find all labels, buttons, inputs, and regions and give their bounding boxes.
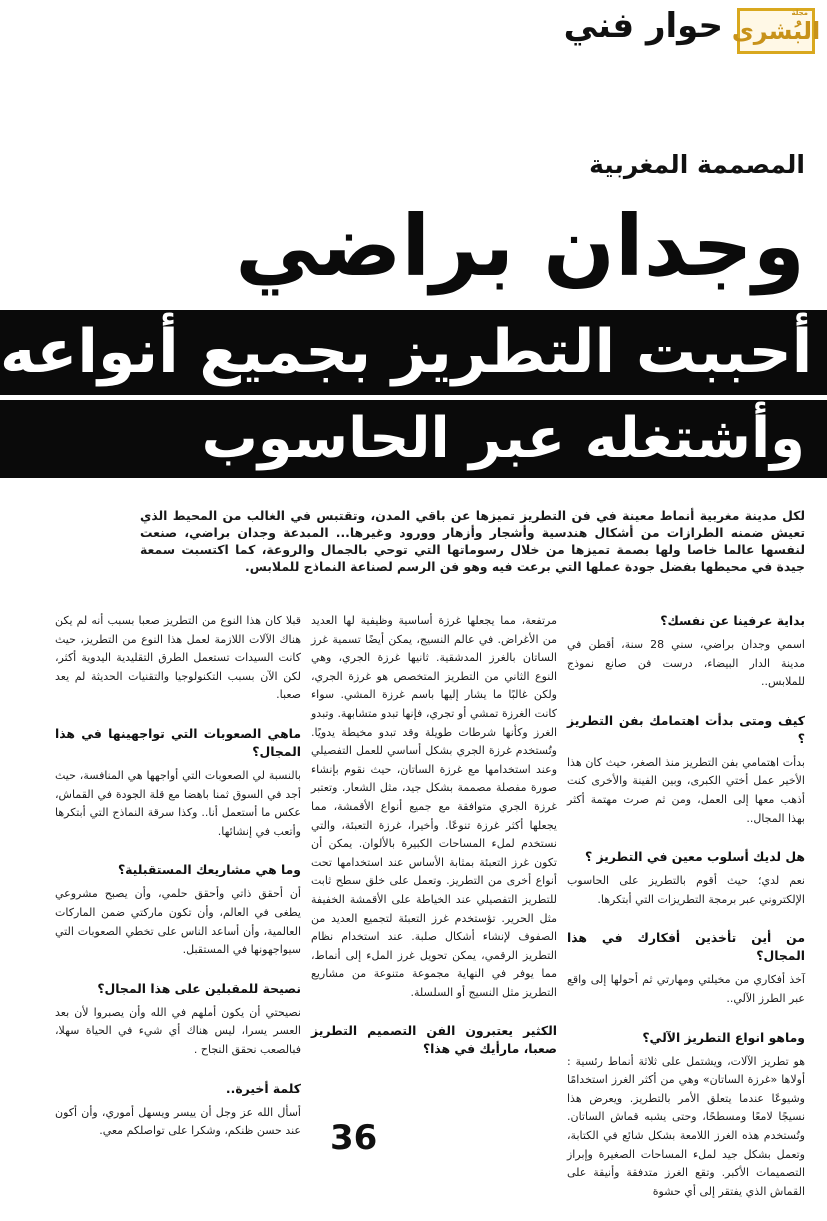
question-heading: وماهو انواع التطريز الآلي؟ xyxy=(642,1029,805,1045)
page-number: 36 xyxy=(330,1118,378,1158)
question-heading: نصيحة للمقبلين على هذا المجال؟ xyxy=(97,980,301,996)
headline-kicker: المصممة المغربية xyxy=(589,150,805,179)
answer-text: بدأت اهتمامي بفن التطريز منذ الصغر، حيث كان هذا الأخير عمل أختي الكبرى، وبين الفينة والأخرى كنت أذهب معها إلى العمل، ومن ثم صرت مهتمة أكثر بهذا المجال.. xyxy=(567,755,805,825)
headline-bar-1: أحببت التطريز بجميع أنواعه xyxy=(0,310,827,395)
logo-small-text: مجلة xyxy=(791,9,808,17)
headline-bar-2: وأشتغله عبر الحاسوب xyxy=(0,400,827,478)
column-right xyxy=(567,612,805,1221)
question-heading: هل لديك أسلوب معين في التطريز ؟ xyxy=(584,849,805,865)
answer-text: أسأل الله عز وجل أن ييسر ويسهل أموري، وأن أكون عند حسن ظنكم، وشكرا على تواصلكم معي. xyxy=(55,1105,301,1138)
answer-text: قبلا كان هذا النوع من التطريز صعبا بسبب أنه لم يكن هناك الآلات اللازمة لعمل هذا النوع من التطريز، حيث كانت السيدات تستعمل الطرق التقليدية اليدوية أكثر، لكن الآن بسبب التكنولوجيا والتقنيات الحديثة لم يعد صعبا. xyxy=(55,614,301,702)
logo-text: البُشرى xyxy=(731,17,821,45)
answer-text: أن أحقق ذاتي وأحقق حلمي، وأن يصبح مشروعي يطغى في العالم، وأن تكون ماركتي ضمن الماركات العالمية، وأن أساعد الناس على تخطي الصعوبات التي سيواجهونها في المستقبل. xyxy=(55,887,301,957)
answer-text: نعم لدي؛ حيث أقوم بالتطريز على الحاسوب الإلكتروني عبر برمجة التطريزات التي أبتكرها. xyxy=(567,874,805,906)
section-title: حوار فني xyxy=(563,6,723,46)
column-middle xyxy=(311,612,557,1064)
answer-text: بالنسبة لي الصعوبات التي أواجهها هي المنافسة، حيث أجد في السوق ثمنا باهضا مع قلة الجودة في القماش، عكس ما أستعمل أنا.. وكذا سرقة النماذج التي أبتكرها وأتعب في إنشائها. xyxy=(55,768,301,838)
answer-text: اسمي وجدان براضي، سني 28 سنة، أقطن في مدينة الدار البيضاء، درست فن صانع نموذج للملابس.. xyxy=(567,638,805,689)
question-heading: كيف ومتى بدأت اهتمامك بفن التطريز ؟ xyxy=(567,712,805,746)
question-heading: من أين تأخذين أفكارك في هذا المجال؟ xyxy=(567,930,805,964)
question-heading: ماهي الصعوبات التي تواجهينها في هذا المجال؟ xyxy=(55,725,301,759)
answer-text: نصيحتي أن يكون أملهم في الله وأن يصبروا لأن بعد العسر يسرا، ليس هناك أي شيء في الحياة سهلا، فبالصعب نحقق النجاح . xyxy=(55,1005,301,1056)
answer-text: مرتفعة، مما يجعلها غرزة أساسية وظيفية لها العديد من الأغراض. في عالم النسيج، يمكن أيضًا تسمية غرز الساتان بالغرز المدشقية. ثانيها غرزة الجري، وهي النوع الثاني من التطريز المتخصص هو غرزة الجري، ولكن غالبًا ما يشار إليها باسم غرزة المشي. سواء كانت الغرزة تمشي أو تجري، فإنها تبدو متشابهة. وتبدو الغرز وكأنها شرطات طويلة وقد تبدو مخيطة يدويًا. وتُستخدم غرزة الجري بشكل أساسي للعمل التفصيلي وعند استخدامها مع غرزة الساتان، حيث نقوم بإنشاء صورة مفصلة مصممة بشكل جيد، مثل الشعار. وتعتبر غرزة الجري متوافقة مع جميع أنواع الأقمشة، مما يجعلها أكثر غرزة تنوعًا. وأخيرا، غرزة التعبئة، والتي نستخدم لملء المساحات الكبيرة بالألوان. يمكن أن تكون غرز التعبئة بمثابة الأساس عند استخدامها تحت أنواع أخرى من التطريز. وتعمل على خلق سطح ثابت للتطريز التفصيلي عند الخياطة على الأقمشة الخفيفة مثل الحرير. تؤستخدم غرز التعبئة لتجميع العديد من الصفوف لإنشاء أشكال صلبة. عند استخدام نظام التطريز الرقمي، يمكن تحويل غرز الملء إلى أنماط، مما يوفر في النهاية مجموعة متنوعة من مشاريع التطريز مثل النسيج أو السلسلة. xyxy=(311,614,557,999)
column-left xyxy=(55,612,301,1161)
question-heading: كلمة أخيرة.. xyxy=(225,1080,301,1096)
question-heading: بداية عرفينا عن نفسك؟ xyxy=(660,613,805,628)
answer-text: آخذ أفكاري من مخيلتي ومهارتي ثم أحولها إلى واقع عبر الطرز الآلي.. xyxy=(567,973,805,1005)
magazine-logo xyxy=(731,8,821,54)
headline-name: وجدان براضي xyxy=(235,197,805,295)
question-heading: وما هي مشاريعك المستقبلية؟ xyxy=(117,862,301,878)
question-heading: الكثير يعتبرون الفن التصميم التطريز صعبا، مارأيك في هذا؟ xyxy=(311,1023,557,1057)
answer-text: هو تطريز الآلات، ويشتمل على ثلاثة أنماط رئسية : أولاها «غرزة الساتان» وهي من أكثر الغرز استخدامًا وشيوعًا عندما يتعلق الأمر بالتطريز. ويعرض هذا نسيجًا لامعًا ومسطحًا، وحتى يشبه قماش الساتان. وتُستخدم هذه الغرز اللامعة بشكل شائع في الكتابة، وتعمل بشكل جيد لملء المساحات الصغيرة وإبراز التصميمات الأكبر. وتقع الغرز متدفقة وأنيقة على القماش الذي يفتقر إلى أي حشوة xyxy=(567,1054,805,1198)
intro-paragraph: لكل مدينة مغربية أنماط معينة في فن التطريز تميزها عن باقي المدن، وتقتبس في الغالب من المحيط الذي تعيش ضمنه الطرازات من أشكال هندسية وأشجار وأزهار وورود وغيرها... المبدعة وجدان براضي، صنعت لنفسها عالما خاصا ولها بصمة تميزها من خلال رسوماتها التي توحي بالجمال والروعة، كما اكتسبت سمعة جيدة في محيطها بفضل جودة عملها التي برعت فيه وهو فن الرسم لصناعة النماذج للملابس. xyxy=(140,508,805,574)
